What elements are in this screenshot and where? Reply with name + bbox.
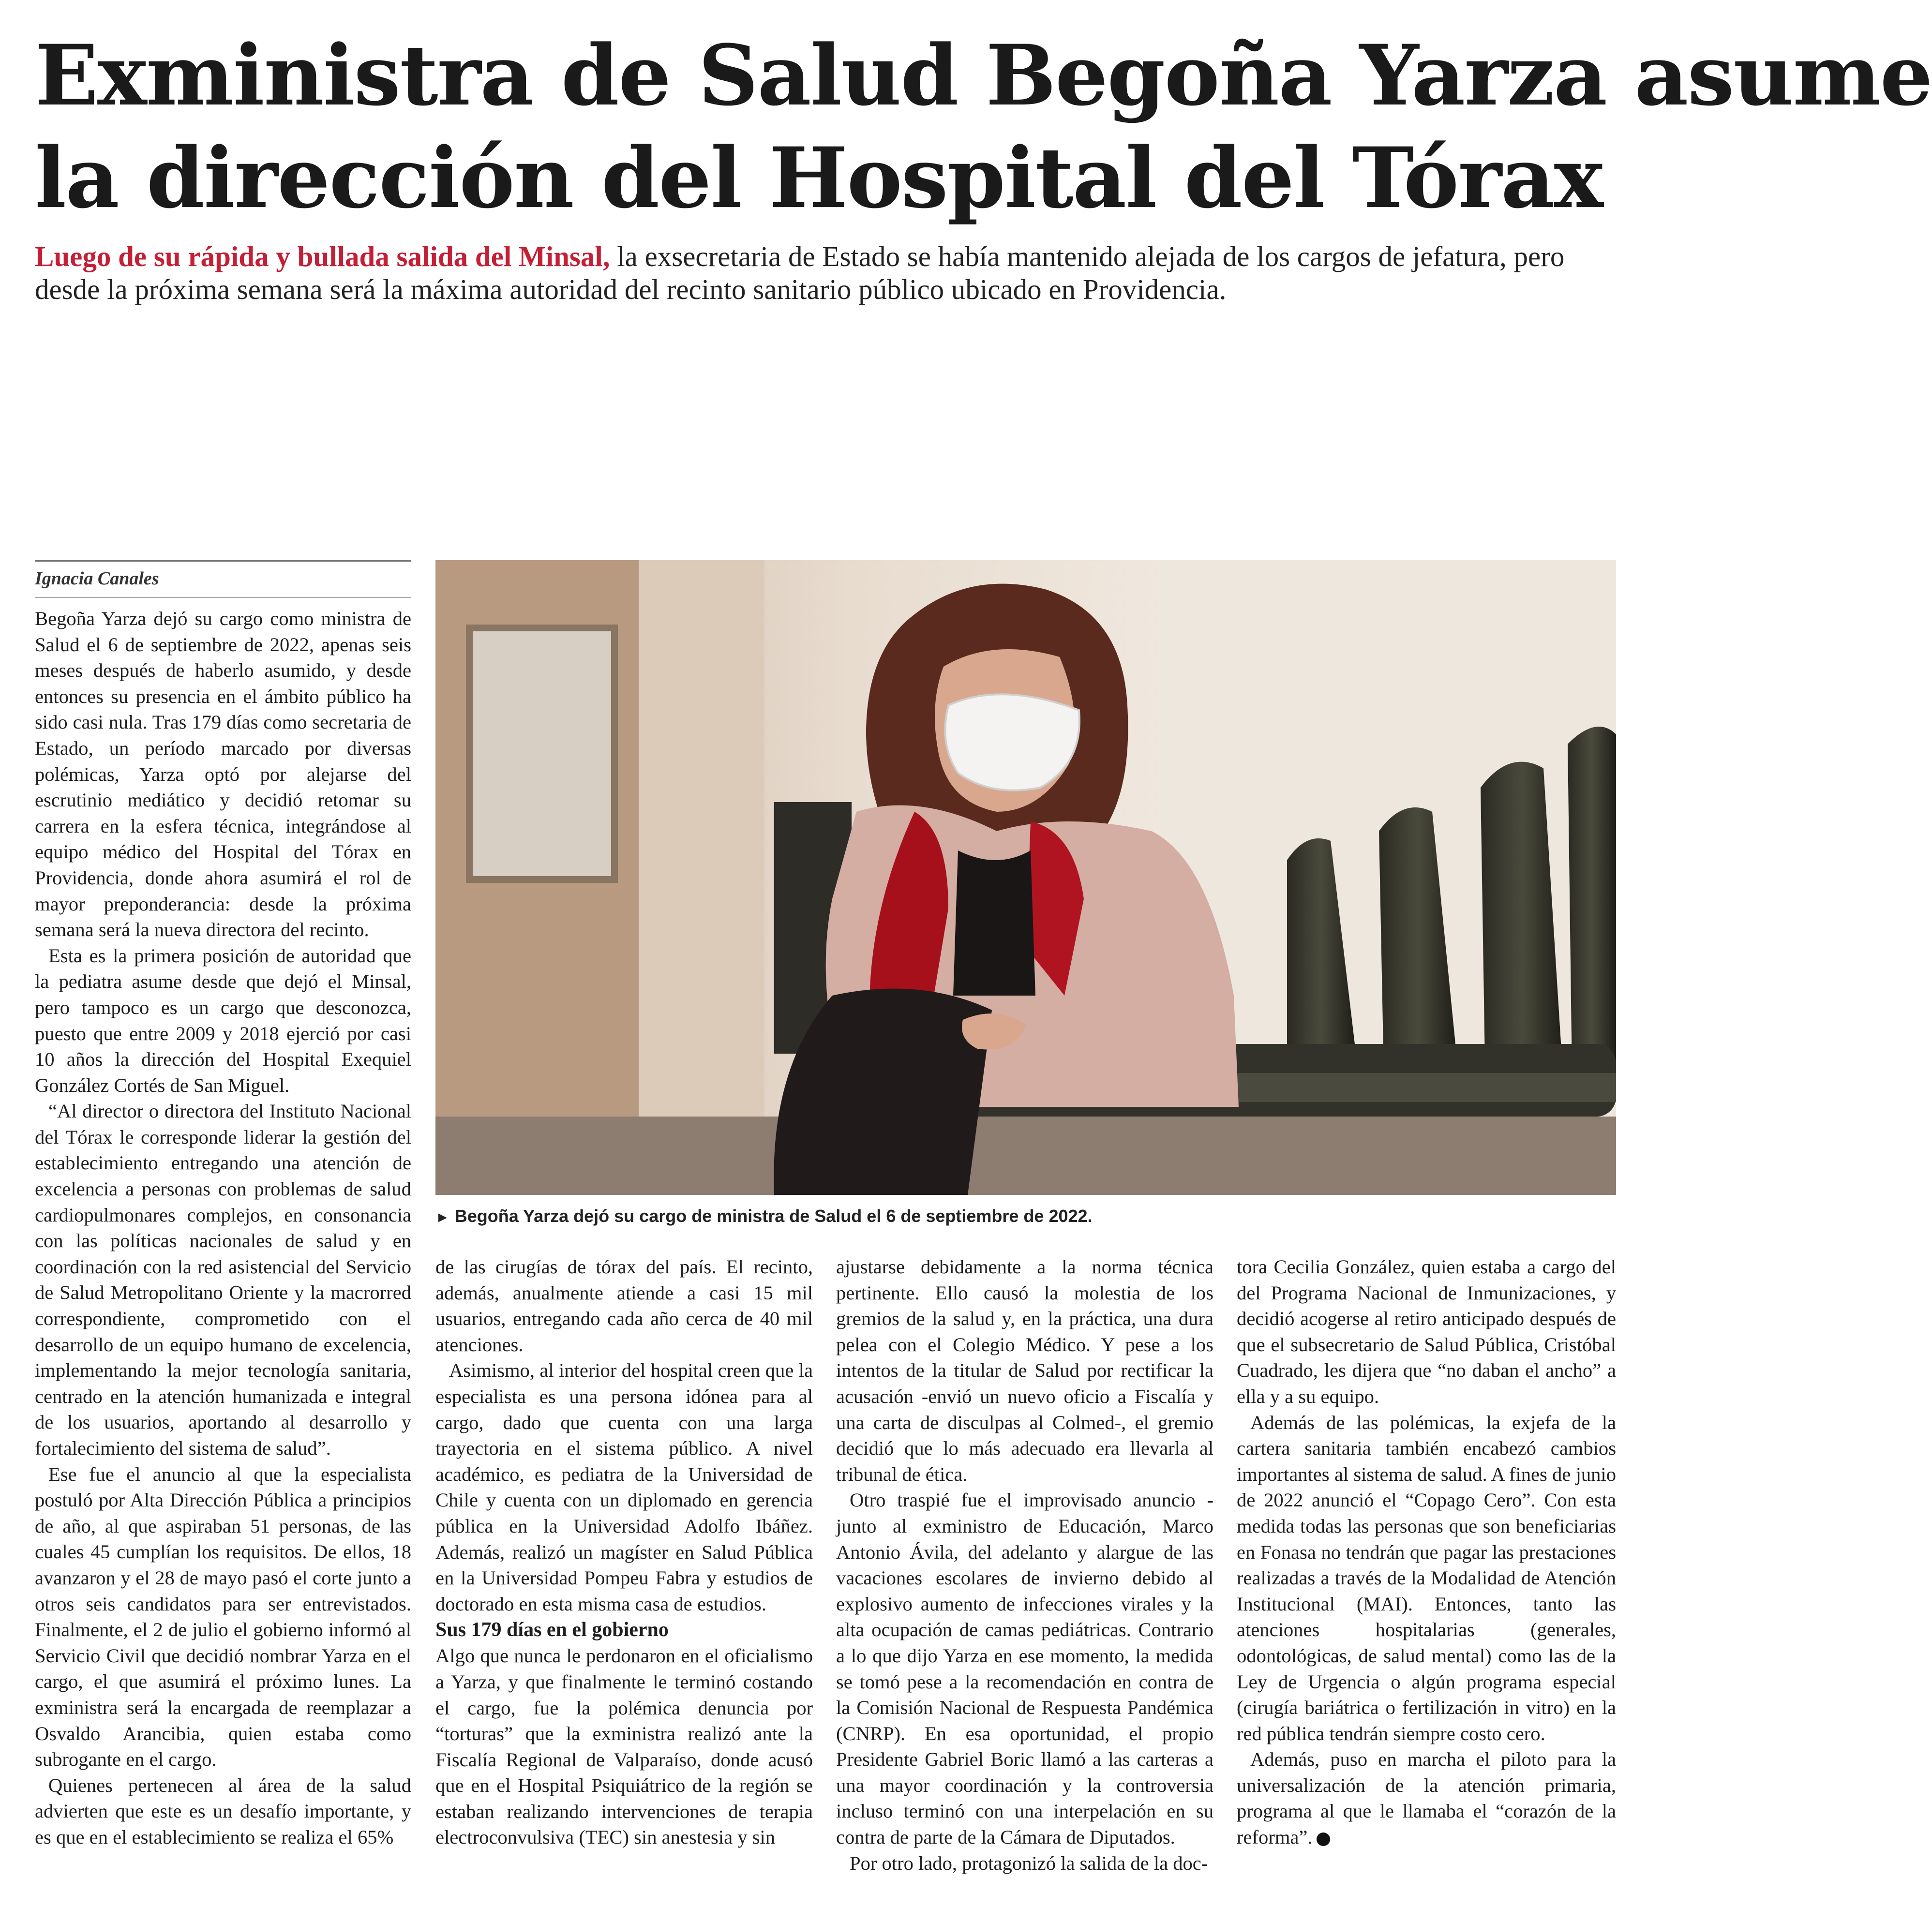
byline-rule xyxy=(35,560,411,562)
section-subheading: Sus 179 días en el gobierno xyxy=(435,1619,669,1641)
paragraph: Quienes pertenecen al área de la salud advierten que este es un desafío importante, y es que en el establecimiento se realiza el 65% xyxy=(35,1774,411,1848)
byline-rule-bottom xyxy=(35,597,411,598)
paragraph: ajustarse debidamente a la norma técnica pertinente. Ello causó la molestia de los gremios de la salud y, en la práctica, una dura pelea con el Colegio Médico. Y pese a los intentos de la titular de Salud por rectificar la acusación -envió un nuevo oficio a Fiscalía y una carta de disculpas al Colmed-, el gremio decidió que lo más adecuado era llevarla al tribunal de ética. xyxy=(836,1256,1213,1485)
caption-text: Begoña Yarza dejó su cargo de ministra de Salud el 6 de septiembre de 2022. xyxy=(454,1206,1093,1226)
paragraph: Asimismo, al interior del hospital creen que la especialista es una persona idónea para al cargo, dado que cuenta con una larga trayectoria en el sistema público. A nivel académico, es pediatra de la Universidad de Chile y cuenta con un diplomado en gerencia pública en la Universidad Adolfo Ibáñez. Además, realizó un magíster en Salud Pública en la Universidad Pompeu Fabra y estudios de doctorado en esta misma casa de estudios. xyxy=(435,1359,813,1615)
lead-highlight: Luego de su rápida y bullada salida del Minsal, xyxy=(35,240,610,272)
paragraph: tora Cecilia González, quien estaba a cargo del del Programa Nacional de Inmunizaciones, y decidió acogerse al retiro anticipado después de que el subsecretario de Salud Pública, Cristóbal Cuadrado, les dijera que “no daban el ancho” a ella y a su equipo. xyxy=(1237,1256,1616,1407)
article-column-2 xyxy=(435,1254,813,1850)
paragraph-last xyxy=(1237,1746,1616,1850)
lead-paragraph xyxy=(35,240,1617,306)
paragraph: Esta es la primera posición de autoridad que la pediatra asume desde que dejó el Minsal, pero tampoco es un cargo que desconozca, puesto que entre 2009 y 2018 ejerció por casi 10 años la dirección del Hospital Exequiel González Cortés de San Miguel. xyxy=(35,944,411,1096)
headline xyxy=(35,24,1932,229)
paragraph: Algo que nunca le perdonaron en el oficialismo a Yarza, y que finalmente le terminó costando el cargo, fue la polémica denuncia por “torturas” que la exministra realizó ante la Fiscalía Regional de Valparaíso, donde acusó que en el Hospital Psiquiátrico de la región se estaban realizando intervenciones de terapia electroconvulsiva (TEC) sin anestesia y sin xyxy=(435,1645,813,1848)
headline-line-1: Exministra de Salud Begoña Yarza asume xyxy=(35,26,1932,124)
paragraph: “Al director o directora del Instituto Nacional del Tórax le corresponde liderar la gestión del establecimiento entregando una atención de excelencia a personas con problemas de salud cardiopulmonares complejos, en consonancia con las políticas nacionales de salud y en coordinación con la red asistencial del Servicio de Salud Metropolitano Oriente y la macrorred correspondiente, comprometido con el desarrollo de un equipo humano de excelencia, implementando la mejor tecnología sanitaria, centrado en la atención humanizada e integral de los usuarios, aportando al desarrollo y fortalecimiento del sistema de salud”. xyxy=(35,1100,411,1459)
byline: Ignacia Canales xyxy=(35,568,159,589)
paragraph: Ese fue el anuncio al que la especialista postuló por Alta Dirección Pública a principios de año, al que aspiraban 51 personas, de las cuales 45 cumplían los requisitos. De ellos, 18 avanzaron y el 28 de mayo pasó el corte junto a otros seis candidatos para ser entrevistados. Finalmente, el 2 de julio el gobierno informó al Servicio Civil que decidió nombrar Yarza en el cargo, el que asumirá el próximo lunes. La exministra será la encargada de reemplazar a Osvaldo Arancibia, quien estaba como subrogante en el cargo. xyxy=(35,1463,411,1771)
paragraph: de las cirugías de tórax del país. El recinto, además, anualmente atiende a casi 15 mil usuarios, entregando cada año cerca de 40 mil atenciones. xyxy=(435,1256,813,1356)
paragraph: Además de las polémicas, la exjefa de la cartera sanitaria también encabezó cambios importantes al sistema de salud. A fines de junio de 2022 anunció el “Copago Cero”. Con esta medida todas las personas que son beneficiarias en Fonasa no tendrán que pagar las prestaciones realizadas a través de la Modalidad de Atención Institucional (MAI). Entonces, tanto las atenciones hospitalarias (generales, odontológicas, de salud mental) como las de la Ley de Urgencia o algún programa especial (cirugía bariátrica o fertilización in vitro) en la red pública tendrán siempre costo cero. xyxy=(1237,1411,1616,1744)
article-photo xyxy=(435,560,1616,1195)
article-column-3 xyxy=(836,1254,1213,1876)
photo-caption xyxy=(435,1204,1616,1230)
caption-triangle-icon: ► xyxy=(435,1209,450,1225)
headline-line-2: la dirección del Hospital del Tórax xyxy=(35,129,1603,227)
paragraph: Por otro lado, protagonizó la salida de la doc- xyxy=(850,1852,1208,1874)
article-column-1 xyxy=(35,606,411,1850)
lead-text: la exsecretaria de Estado se había mantenido alejada de los cargos de jefatura, pero desde la próxima semana será la máxima autoridad del recinto sanitario público ubicado en Providencia. xyxy=(35,240,1565,305)
paragraph: Begoña Yarza dejó su cargo como ministra de Salud el 6 de septiembre de 2022, apenas seis meses después de haberlo asumido, y desde entonces su presencia en el ámbito público ha sido casi nula. Tras 179 días como secretaria de Estado, un período marcado por diversas polémicas, Yarza optó por alejarse del escrutinio mediático y decidió retomar su carrera en la esfera técnica, integrándose al equipo médico del Hospital del Tórax en Providencia, donde ahora asumirá el rol de mayor preponderancia: desde la próxima semana será la nueva directora del recinto. xyxy=(35,608,411,941)
photo-illustration xyxy=(435,560,1616,1195)
end-mark-icon xyxy=(1317,1833,1330,1846)
article-column-4 xyxy=(1237,1254,1616,1850)
paragraph: Otro traspié fue el improvisado anuncio -junto al exministro de Educación, Marco Antonio Ávila, del adelanto y alargue de las vacaciones escolares de invierno debido al explosivo aumento de infecciones virales y la alta ocupación de camas pediátricas. Contrario a lo que dijo Yarza en ese momento, la medida se tomó pese a la recomendación en contra de la Comisión Nacional de Respuesta Pandémica (CNRP). En esa oportunidad, el propio Presidente Gabriel Boric llamó a las carteras a una mayor coordinación y la controversia incluso terminó con una interpelación en su contra de parte de la Cámara de Diputados. xyxy=(836,1489,1213,1848)
paragraph-text: Además, puso en marcha el piloto para la universalización de la atención primaria, programa al que le llamaba el “corazón de la reforma”. xyxy=(1237,1748,1616,1848)
